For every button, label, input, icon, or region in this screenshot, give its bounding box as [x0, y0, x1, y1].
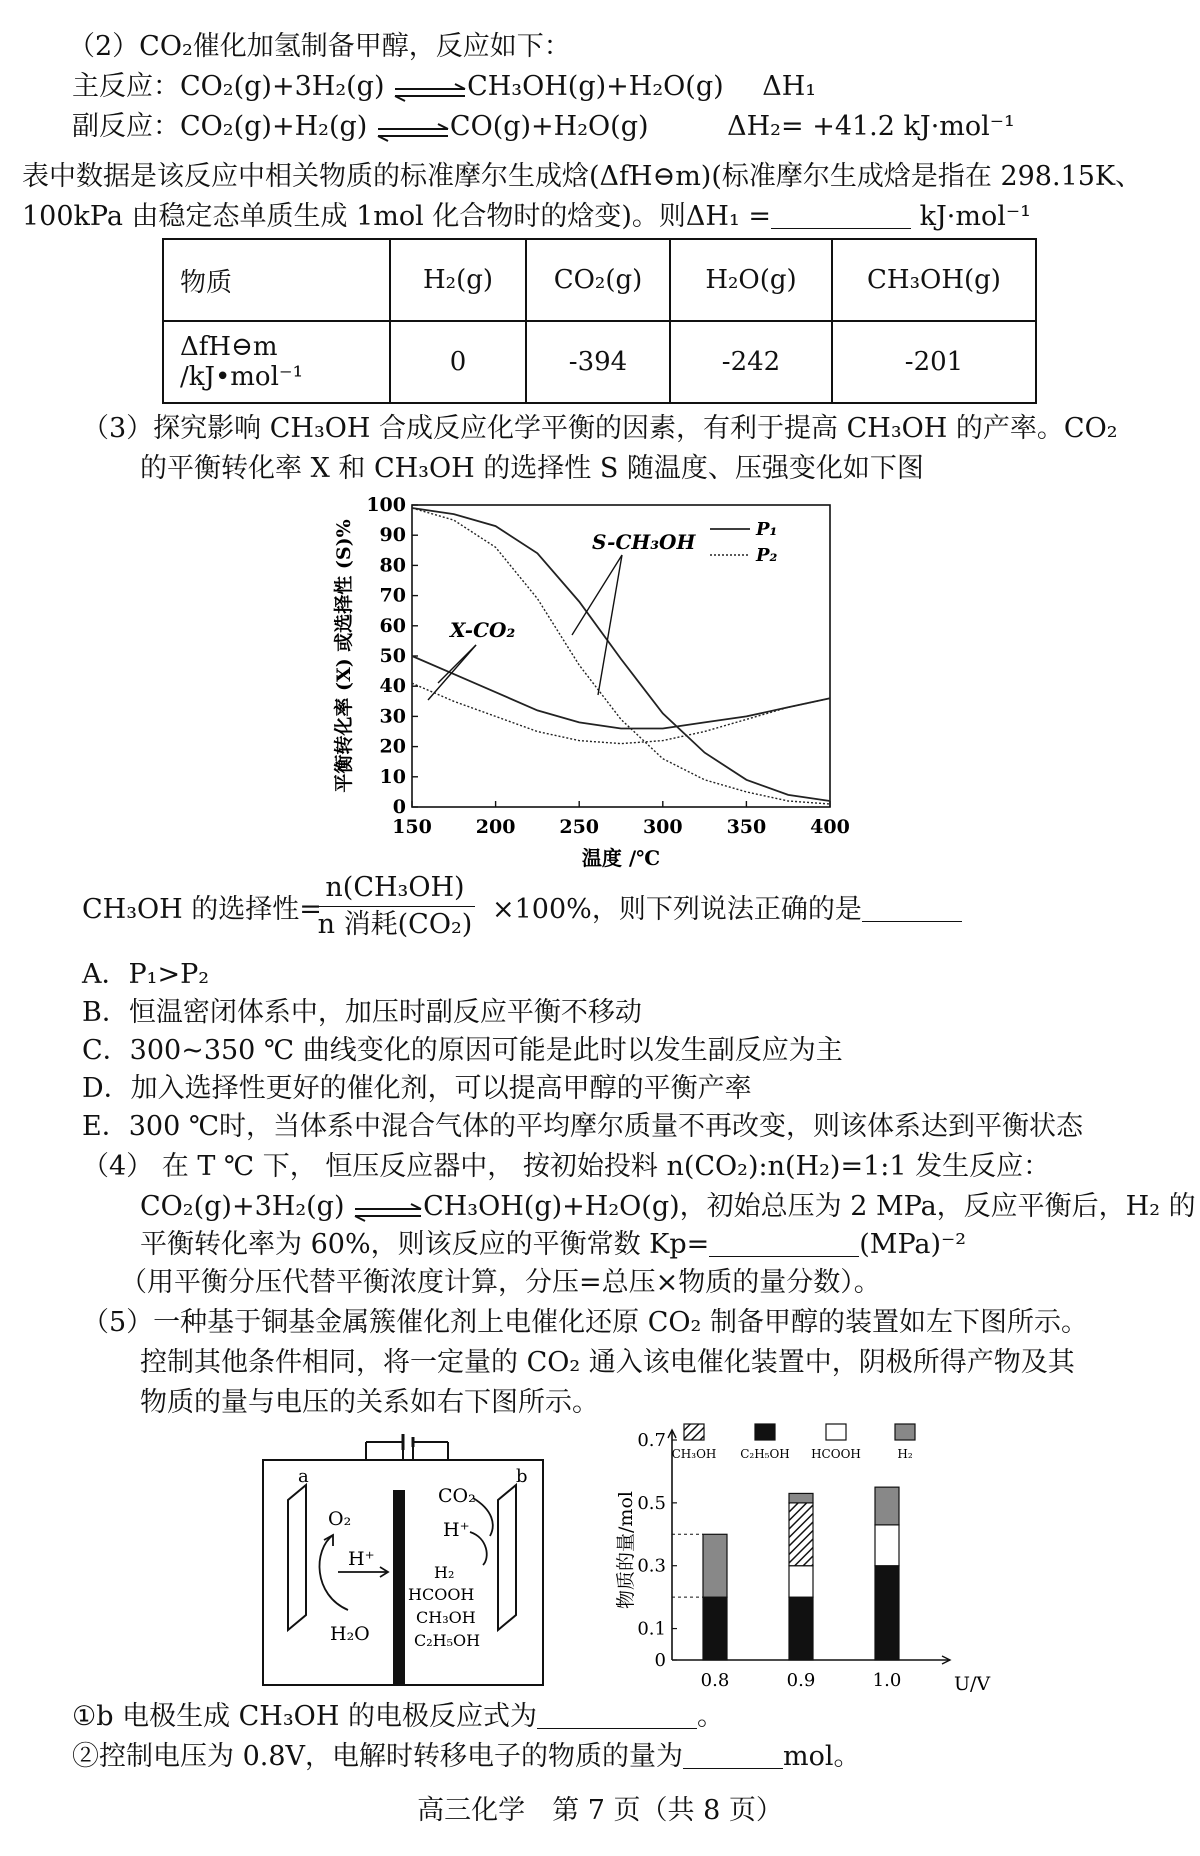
q2-desc-unit: kJ·mol⁻¹ [919, 201, 1031, 232]
bar-segment [789, 1597, 813, 1660]
main-reaction-right: CH₃OH(g)+H₂O(g) [467, 71, 724, 102]
annotation-pointer [428, 645, 476, 700]
main-reaction [72, 70, 816, 104]
y-tick-label: 10 [379, 765, 406, 788]
series-line-xco-p2 [412, 683, 830, 743]
table-cell: CO₂(g) [526, 239, 670, 321]
cell-product: CH₃OH [416, 1608, 476, 1627]
legend-label: HCOOH [811, 1447, 861, 1461]
q3-line1: （3）探究影响 CH₃OH 合成反应化学平衡的因素，有利于提高 CH₃OH 的产率。CO₂ [82, 413, 1118, 444]
y-tick-label: 0.5 [637, 1492, 666, 1514]
q2-intro: （2）CO₂催化加氢制备甲醇，反应如下： [68, 31, 571, 62]
answer-blank-electrode[interactable] [537, 1700, 697, 1729]
table-cell: CH₃OH(g) [832, 239, 1036, 321]
y-tick-label: 60 [379, 614, 406, 637]
bar-segment [703, 1534, 727, 1597]
series-line-xco-p1 [412, 656, 830, 729]
bar-segment [875, 1487, 899, 1525]
bar-segment [875, 1566, 899, 1660]
legend-label: C₂H₅OH [740, 1447, 790, 1461]
table-cell: -201 [832, 321, 1036, 403]
bar-chart [600, 1420, 991, 1710]
y-tick-label: 0 [654, 1650, 666, 1671]
y-axis-label: 物质的量/mol [615, 1491, 637, 1609]
label-hplus-left: H⁺ [348, 1548, 375, 1570]
table-row [163, 239, 1036, 321]
q4-line1: （4） 在 T ℃ 下， 恒压反应器中， 按初始投料 n(CO₂):n(H₂)=1:1 发生反应： [82, 1151, 1051, 1182]
table-cell: 0 [390, 321, 526, 403]
legend-label: CH₃OH [671, 1447, 717, 1461]
equilibrium-arrow-icon [376, 118, 450, 138]
table-row [163, 321, 1036, 403]
y-tick-label: 20 [379, 735, 406, 758]
electrode-a [288, 1485, 306, 1630]
x-tick-label: 150 [392, 816, 432, 838]
y-tick-label: 0 [392, 796, 406, 818]
side-reaction-right: CO(g)+H₂O(g) [449, 111, 649, 142]
answer-blank-electrons[interactable] [683, 1740, 783, 1769]
q4-reaction-left: CO₂(g)+3H₂(g) [140, 1191, 345, 1222]
x-tick-label: 0.8 [700, 1670, 730, 1691]
x-tick-label: 1.0 [872, 1670, 902, 1691]
y-tick-label: 50 [379, 645, 406, 667]
cell-product: C₂H₅OH [414, 1631, 481, 1650]
annotation-s-ch3oh: S-CH₃OH [592, 530, 696, 554]
q4-line4: （用平衡分压代替平衡浓度计算，分压=总压×物质的量分数）。 [120, 1267, 881, 1298]
fraction-denominator: n 消耗(CO₂) [317, 909, 473, 940]
cell-product: H₂ [434, 1563, 455, 1582]
legend-swatch [755, 1424, 775, 1440]
selectivity-tail [492, 893, 962, 927]
option-a: A．P₁>P₂ [82, 959, 210, 990]
equilibrium-arrow-icon [393, 78, 467, 98]
page-footer: 高三化学 第 7 页（共 8 页） [417, 1795, 783, 1826]
y-axis-label: 平衡转化率 (X) 或选择性 (S)% [333, 519, 355, 793]
selectivity-tail-text: ×100%，则下列说法正确的是 [492, 894, 862, 925]
q2-desc-line2 [22, 200, 1031, 234]
y-tick-label: 80 [379, 554, 406, 577]
legend-label-p1: P₁ [756, 519, 778, 540]
answer-blank-kp[interactable] [709, 1228, 859, 1257]
label-h2o: H₂O [330, 1623, 370, 1645]
q2-desc-line1: 表中数据是该反应中相关物质的标准摩尔生成焓(ΔfH⊖m)(标准摩尔生成焓是指在 298.15K、 [22, 161, 1143, 192]
label-a: a [298, 1466, 309, 1487]
bar-segment [703, 1597, 727, 1660]
option-c: C．300~350 ℃ 曲线变化的原因可能是此时以发生副反应为主 [82, 1035, 843, 1066]
electrolysis-cell-diagram [258, 1440, 558, 1690]
legend-label: H₂ [897, 1447, 913, 1461]
x-tick-label: 300 [642, 816, 683, 838]
option-b: B．恒温密闭体系中，加压时副反应平衡不移动 [82, 997, 642, 1028]
selectivity-fraction [315, 872, 475, 941]
q5-line1: （5）一种基于铜基金属簇催化剂上电催化还原 CO₂ 制备甲醇的装置如左下图所示。 [82, 1307, 1088, 1338]
label-b: b [516, 1466, 528, 1487]
bar-segment [789, 1566, 813, 1597]
table-cell: H₂O(g) [670, 239, 832, 321]
side-reaction-left: CO₂(g)+H₂(g) [180, 111, 368, 142]
bar-segment [789, 1493, 813, 1502]
y-tick-label: 70 [379, 584, 406, 607]
q4-line3-text: 平衡转化率为 60%，则该反应的平衡常数 Kp= [140, 1229, 710, 1260]
option-e: E．300 ℃时，当体系中混合气体的平均摩尔质量不再改变，则该体系达到平衡状态 [82, 1111, 1084, 1142]
q5-sub2 [72, 1740, 861, 1774]
x-tick-label: 250 [559, 816, 600, 838]
table-cell: H₂(g) [390, 239, 526, 321]
table-header-label: 物质 [163, 239, 390, 321]
q2-desc-text: 100kPa 由稳定态单质生成 1mol 化合物时的焓变)。则ΔH₁ = [22, 201, 771, 232]
y-tick-label: 100 [366, 494, 406, 516]
q4-reaction-right: CH₃OH(g)+H₂O(g)，初始总压为 2 MPa，反应平衡后，H₂ 的 [423, 1191, 1196, 1222]
x-tick-label: 400 [810, 816, 850, 838]
x-tick-label: 0.9 [786, 1670, 816, 1691]
membrane [393, 1490, 405, 1685]
answer-blank-dh1[interactable] [771, 200, 911, 229]
answer-blank-q3[interactable] [862, 893, 962, 922]
equilibrium-arrow-icon [353, 1198, 423, 1218]
y-tick-label: 30 [379, 705, 406, 728]
label-o2: O₂ [328, 1508, 352, 1530]
line-chart [330, 495, 850, 870]
table-row-label: ΔfH⊖m /kJ•mol⁻¹ [163, 321, 390, 403]
electrode-b [498, 1485, 516, 1630]
option-d: D．加入选择性更好的催化剂，可以提高甲醇的平衡产率 [82, 1073, 752, 1104]
y-tick-label: 0.7 [637, 1430, 666, 1451]
cell-product: HCOOH [408, 1585, 475, 1604]
arrow-icon [473, 1498, 493, 1536]
fraction-bar [315, 906, 475, 907]
legend-swatch [826, 1424, 846, 1440]
q5-line2: 控制其他条件相同，将一定量的 CO₂ 通入该电催化装置中，阴极所得产物及其 [140, 1347, 1075, 1378]
side-reaction-dh: ΔH₂= +41.2 kJ·mol⁻¹ [727, 111, 1015, 142]
q4-line3 [140, 1228, 966, 1262]
side-reaction [72, 110, 1015, 144]
x-tick-label: 200 [475, 816, 516, 838]
legend-swatch [895, 1424, 915, 1440]
side-reaction-label: 副反应： [72, 111, 180, 142]
q5-sub1: ①b 电极生成 CH₃OH 的电极反应式为 。 [72, 1701, 724, 1732]
label-hplus-right: H⁺ [443, 1519, 470, 1541]
label-co2: CO₂ [438, 1485, 476, 1507]
bar-segment [875, 1525, 899, 1566]
enthalpy-table [162, 238, 1037, 404]
table-cell: -394 [526, 321, 670, 403]
x-axis-label: U/V [954, 1673, 991, 1695]
y-tick-label: 0.1 [637, 1618, 666, 1640]
table-cell: -242 [670, 321, 832, 403]
y-tick-label: 40 [379, 675, 406, 698]
x-axis-label: 温度 /℃ [581, 846, 661, 870]
main-reaction-left: CO₂(g)+3H₂(g) [180, 71, 385, 102]
legend-swatch [684, 1424, 704, 1440]
annotation-pointer [598, 555, 622, 695]
fraction-numerator: n(CH₃OH) [325, 872, 465, 903]
q5-sub1-text: ①b 电极生成 CH₃OH 的电极反应式为 [72, 1701, 537, 1732]
x-tick-label: 350 [726, 816, 767, 838]
q5-line3: 物质的量与电压的关系如右下图所示。 [140, 1387, 599, 1418]
legend-label-p2: P₂ [756, 545, 778, 566]
main-reaction-label: 主反应： [72, 71, 180, 102]
q4-kp-unit: (MPa)⁻² [859, 1229, 967, 1260]
main-reaction-dh: ΔH₁ [762, 71, 817, 102]
bar-segment [789, 1503, 813, 1566]
annotation-x-co2: X-CO₂ [450, 618, 516, 642]
q4-line2 [140, 1190, 1196, 1224]
q5-sub2-unit: mol。 [783, 1741, 861, 1772]
y-tick-label: 90 [379, 524, 406, 547]
q3-line2: 的平衡转化率 X 和 CH₃OH 的选择性 S 随温度、压强变化如下图 [140, 453, 924, 484]
selectivity-label: CH₃OH 的选择性= [82, 894, 322, 925]
y-tick-label: 0.3 [637, 1555, 666, 1577]
q5-sub2-text: ②控制电压为 0.8V，电解时转移电子的物质的量为 [72, 1741, 684, 1772]
